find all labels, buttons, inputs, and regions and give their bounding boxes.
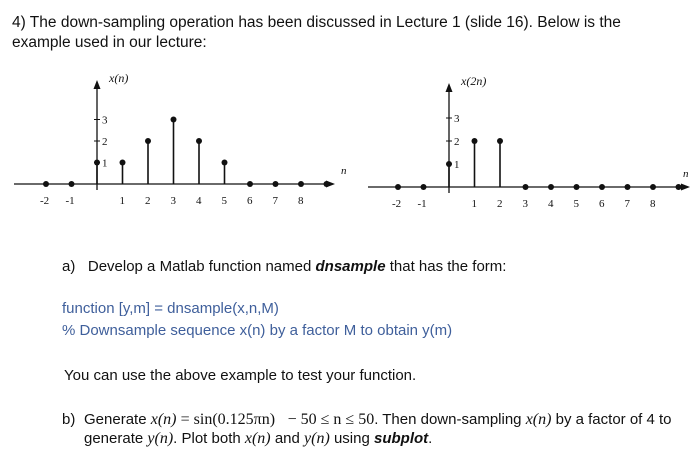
y-tick-label: 2 xyxy=(454,136,460,148)
part-b-t5: and xyxy=(274,430,300,447)
x-tick-label: 3 xyxy=(522,198,528,210)
x-tick-label: 2 xyxy=(145,195,151,207)
x-axis-label: n xyxy=(683,168,689,180)
part-a-label: a) xyxy=(62,258,76,275)
function-name: dnsample xyxy=(315,258,386,275)
stem-marker xyxy=(625,184,631,190)
x-tick-label: 5 xyxy=(221,195,227,207)
x-tick-label: 7 xyxy=(624,198,630,210)
math-x-n: x(n) xyxy=(150,411,177,428)
y-tick-label: 2 xyxy=(102,136,108,148)
subplot-keyword: subplot xyxy=(373,430,429,447)
stem-marker xyxy=(94,160,100,166)
part-b-t1: Generate xyxy=(84,411,147,428)
x-tick-label: -2 xyxy=(40,195,50,207)
part-b-t6: using xyxy=(333,430,370,447)
stem-marker xyxy=(395,184,401,190)
part-b-t7: . xyxy=(428,430,433,447)
stem-marker xyxy=(273,181,279,187)
stem-marker xyxy=(222,160,228,166)
stem-marker xyxy=(120,160,126,166)
math-range: − 50 ≤ n ≤ 50 xyxy=(287,411,375,428)
part-b-t2: . Then down-sampling xyxy=(374,411,522,428)
math-y-n: y(n) xyxy=(147,430,174,447)
stem-marker xyxy=(548,184,554,190)
stem-marker xyxy=(650,184,656,190)
y-tick-label: 1 xyxy=(454,159,460,171)
stem-marker xyxy=(446,161,452,167)
x-tick-label: -1 xyxy=(417,198,427,210)
y-axis-arrow xyxy=(94,80,101,89)
stem-marker xyxy=(497,138,503,144)
part-b xyxy=(62,410,682,448)
test-note: You can use the above example to test your function. xyxy=(64,367,417,384)
x-tick-label: 1 xyxy=(471,198,477,210)
part-b-t3: by a factor of 4 to generate xyxy=(84,411,672,447)
question-header: 4) The down-sampling operation has been discussed in Lecture 1 (slide 16). Below is the example used in our lecture: xyxy=(12,14,621,51)
part-a-text-after: that has the form: xyxy=(389,258,507,275)
y-tick-label: 3 xyxy=(454,113,460,125)
stem-marker xyxy=(574,184,580,190)
x-tick-label: 8 xyxy=(650,198,656,210)
stem-marker xyxy=(43,181,49,187)
stem-marker xyxy=(196,138,202,144)
stem-marker xyxy=(145,138,151,144)
math-sine-expression: = sin(0.125πn) xyxy=(180,411,276,428)
stem-marker xyxy=(247,181,253,187)
stem-marker xyxy=(676,184,682,190)
code-line-comment: % Downsample sequence x(n) by a factor M to obtain y(m) xyxy=(62,322,453,339)
part-a-text-before: Develop a Matlab function named xyxy=(87,258,312,275)
stem-marker xyxy=(472,138,478,144)
x-tick-label: 7 xyxy=(272,195,278,207)
stem-marker xyxy=(324,181,330,187)
y-tick-label: 1 xyxy=(102,157,108,170)
x-axis-arrow xyxy=(681,184,690,191)
x-tick-label: 1 xyxy=(119,195,125,207)
y-axis-label: x(n) xyxy=(109,71,129,85)
x-tick-label: 5 xyxy=(573,198,579,210)
y-axis-label: x(2n) xyxy=(461,74,487,88)
x-tick-label: 6 xyxy=(599,198,605,210)
x-tick-label: -2 xyxy=(392,198,402,210)
stem-marker xyxy=(69,181,75,187)
y-tick-label: 3 xyxy=(102,114,108,127)
part-b-t4: . Plot both xyxy=(173,430,241,447)
x-tick-label: 4 xyxy=(548,198,554,210)
x-tick-label: 8 xyxy=(298,195,304,207)
stem-marker xyxy=(298,181,304,187)
x-tick-label: 2 xyxy=(497,198,503,210)
stem-marker xyxy=(171,117,177,123)
x-axis-label: n xyxy=(341,165,347,177)
stem-marker xyxy=(421,184,427,190)
math-y-n-2: y(n) xyxy=(304,430,330,447)
math-x-n-2: x(n) xyxy=(525,411,552,428)
code-line-function: function [y,m] = dnsample(x,n,M) xyxy=(62,300,279,317)
math-x-n-3: x(n) xyxy=(244,430,271,447)
x-tick-label: 4 xyxy=(196,195,202,207)
stem-plots-figure xyxy=(0,68,700,228)
part-a xyxy=(62,258,506,275)
x-tick-label: 3 xyxy=(170,195,176,207)
stem-marker xyxy=(523,184,529,190)
y-axis-arrow xyxy=(446,83,453,92)
stem-marker xyxy=(599,184,605,190)
part-b-label: b) xyxy=(62,411,76,428)
x-tick-label: -1 xyxy=(65,195,75,207)
x-tick-label: 6 xyxy=(247,195,253,207)
